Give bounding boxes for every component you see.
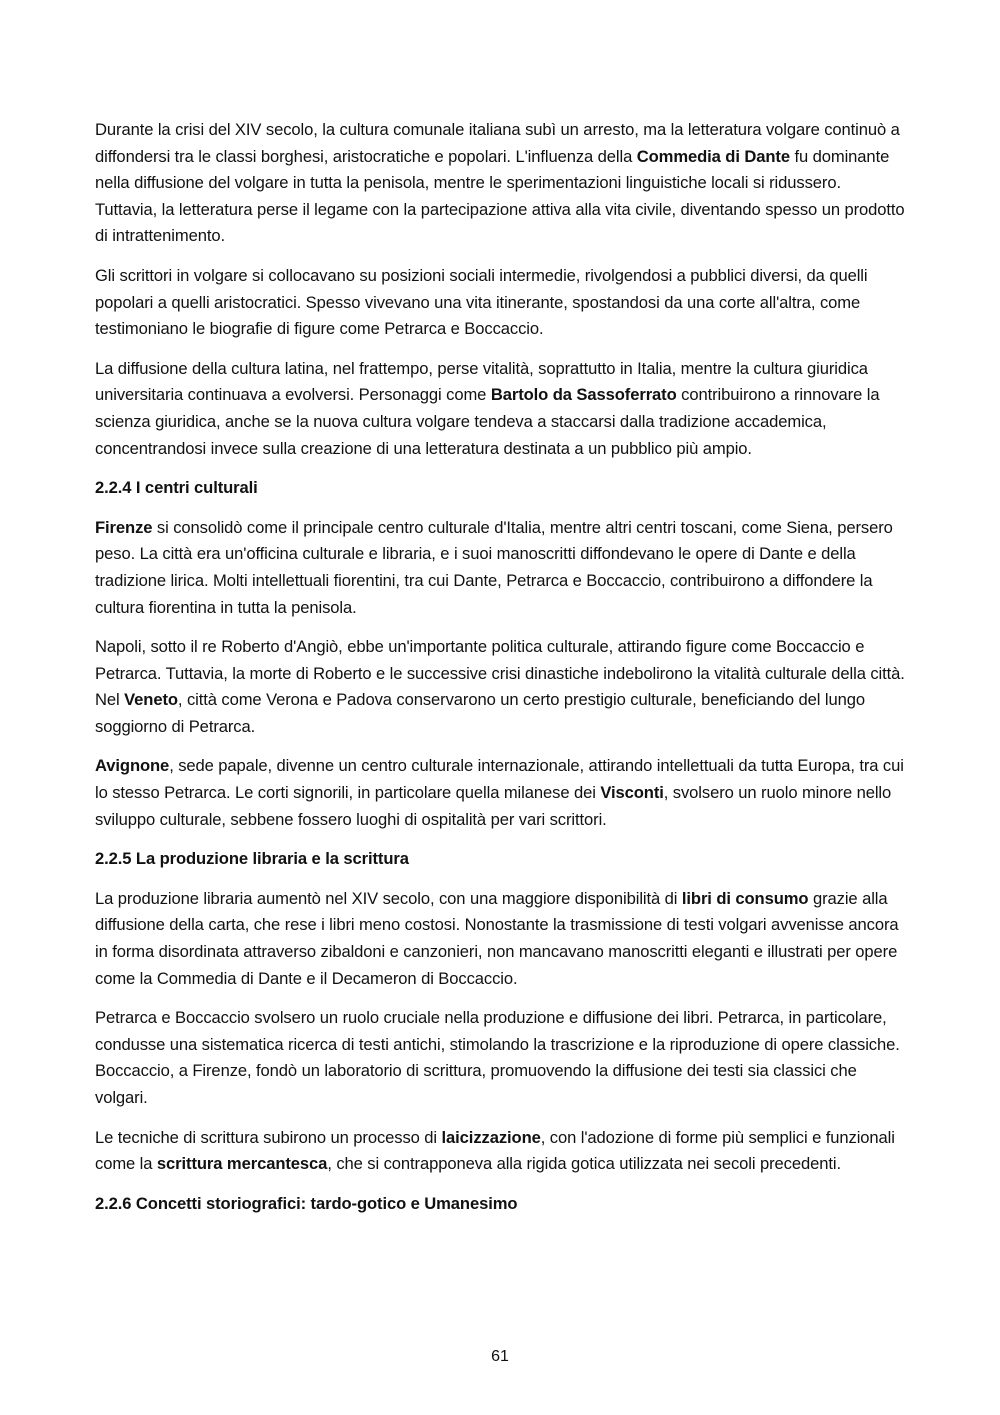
section-heading (95, 475, 907, 502)
text-run: 2.2.5 La produzione libraria e la scrittura (95, 849, 409, 869)
text-run: , sede papale, divenne un centro culturale internazionale, attirando intellettuali da tutta Europa, tra cui lo stesso Petrarca. Le corti signorili, in particolare quella milanese dei (95, 756, 904, 803)
text-run: , che si contrapponeva alla rigida gotica utilizzata nei secoli precedenti. (327, 1154, 841, 1174)
text-run: , svolsero un ruolo minore nello sviluppo culturale, sebbene fossero luoghi di ospitalità per vari scrittori. (95, 783, 892, 829)
bold-term: Commedia di Dante (636, 146, 790, 166)
paragraph (95, 515, 907, 621)
paragraph (95, 1005, 907, 1111)
page-number: 61 (491, 1348, 509, 1365)
paragraph (95, 1125, 907, 1178)
text-run: contribuirono a rinnovare la scienza giuridica, anche se la nuova cultura volgare tendeva a staccarsi dalla tradizione accademica, concentrandosi invece sulla creazione di una letteratura destinata a un pubblico più ampio. (95, 385, 880, 458)
paragraph (95, 356, 907, 462)
bold-term: Visconti (600, 783, 664, 803)
document-page-body (95, 117, 907, 1230)
section-heading (95, 846, 907, 873)
text-run: Petrarca e Boccaccio svolsero un ruolo cruciale nella produzione e diffusione dei libri. Petrarca, in particolare, condusse una sistematica ricerca di testi antichi, stimolando la trascrizione e la riproduzione di opere classiche. Boccaccio, a Firenze, fondò un laboratorio di scrittura, promuovendo la diffusione dei testi sia classici che volgari. (95, 1008, 900, 1107)
bold-term: Bartolo da Sassoferrato (490, 385, 677, 405)
text-run: Le tecniche di scrittura subirono un processo di (95, 1127, 442, 1147)
bold-term: Avignone (95, 756, 170, 776)
paragraph (95, 753, 907, 833)
text-run: grazie alla diffusione della carta, che rese i libri meno costosi. Nonostante la trasmissione di testi volgari avvenisse ancora in forma disordinata attraverso zibaldoni e canzonieri, non mancavano manoscritti eleganti e illustrati per opere come la Commedia di Dante e il Decameron di Boccaccio. (95, 888, 899, 988)
text-run: 2.2.4 I centri culturali (95, 478, 258, 498)
text-run: si consolidò come il principale centro culturale d'Italia, mentre altri centri toscani, come Siena, persero peso. La città era un'officina culturale e libraria, e i suoi manoscritti diffondevano le opere di Dante e della tradizione lirica. Molti intellettuali fiorentini, tra cui Dante, Petrarca e Boccaccio, contribuirono a diffondere la cultura fiorentina in tutta la penisola. (95, 517, 893, 617)
text-run: La produzione libraria aumentò nel XIV secolo, con una maggiore disponibilità di (95, 888, 682, 908)
bold-term: libri di consumo (681, 888, 809, 908)
section-heading (95, 1191, 907, 1218)
text-run: 2.2.6 Concetti storiografici: tardo-gotico e Umanesimo (95, 1193, 518, 1213)
text-run: , con l'adozione di forme più semplici e funzionali come la (95, 1127, 895, 1174)
paragraph (95, 886, 907, 992)
text-run: Napoli, sotto il re Roberto d'Angiò, ebbe un'importante politica culturale, attirando figure come Boccaccio e Petrarca. Tuttavia, la morte di Roberto e le successive crisi dinastiche indebolirono la vitalità culturale della città. Nel (95, 637, 905, 710)
bold-term: Firenze (95, 517, 153, 537)
bold-term: laicizzazione (441, 1127, 541, 1147)
text-run: Gli scrittori in volgare si collocavano su posizioni sociali intermedie, rivolgendosi a pubblici diversi, da quelli popolari a quelli aristocratici. Spesso vivevano una vita itinerante, spostandosi da una corte all'altra, come testimoniano le biografie di figure come Petrarca e Boccaccio. (95, 265, 868, 339)
text-run: La diffusione della cultura latina, nel frattempo, perse vitalità, soprattutto in Italia, mentre la cultura giuridica universitaria continuava a evolversi. Personaggi come (95, 358, 868, 405)
paragraph (95, 117, 907, 250)
text-run: , città come Verona e Padova conservarono un certo prestigio culturale, beneficiando del lungo soggiorno di Petrarca. (95, 690, 865, 736)
bold-term: scrittura mercantesca (156, 1154, 328, 1174)
text-run: fu dominante nella diffusione del volgare in tutta la penisola, mentre le sperimentazioni linguistiche locali si ridussero. Tuttavia, la letteratura perse il legame con la partecipazione attiva alla vita civile, diventando spesso un prodotto di intrattenimento. (95, 146, 905, 246)
bold-term: Veneto (124, 690, 178, 710)
text-run: Durante la crisi del XIV secolo, la cultura comunale italiana subì un arresto, ma la letteratura volgare continuò a diffondersi tra le classi borghesi, aristocratiche e popolari. L'influenza della (95, 120, 900, 166)
paragraph (95, 634, 907, 740)
paragraph (95, 263, 907, 343)
